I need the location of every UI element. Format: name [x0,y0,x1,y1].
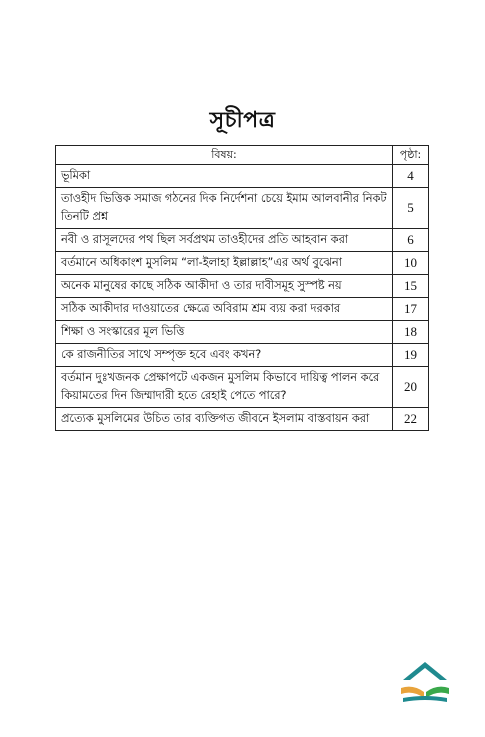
toc-entry-page: 20 [393,367,429,408]
toc-entry-title: বর্তমানে অধিকাংশ মুসলিম “লা-ইলাহা ইল্লাল্লাহ”এর অর্থ বুঝেনা [56,252,393,275]
table-row [56,367,429,408]
toc-entry-title: নবী ও রাসূলদের পথ ছিল সর্বপ্রথম তাওহীদের প্রতি আহবান করা [56,229,393,252]
toc-entry-title: অনেক মানুষের কাছে সঠিক আকীদা ও তার দাবীসমূহ সুস্পষ্ট নয় [56,275,393,298]
toc-entry-title: ভূমিকা [56,165,393,188]
toc-entry-page: 10 [393,252,429,275]
table-row [56,188,429,229]
table-row [56,408,429,431]
table-row [56,344,429,367]
page-title: সূচীপত্র [209,108,276,133]
logo-roof-icon [403,662,447,680]
subject-header: বিষয়: [56,146,393,165]
toc-entry-page: 6 [393,229,429,252]
table-row [56,321,429,344]
table-row [56,165,429,188]
toc-entry-page: 5 [393,188,429,229]
table-row [56,229,429,252]
table-of-contents [55,145,429,431]
toc-entry-page: 15 [393,275,429,298]
toc-entry-page: 19 [393,344,429,367]
toc-entry-page: 18 [393,321,429,344]
page-header: পৃষ্ঠা: [393,146,429,165]
publisher-logo-icon [395,658,455,708]
toc-entry-page: 17 [393,298,429,321]
table-row [56,252,429,275]
toc-entry-title: তাওহীদ ভিত্তিক সমাজ গঠনের দিক নির্দেশনা চেয়ে ইমাম আলবানীর নিকট তিনটি প্রশ্ন [56,188,393,229]
table-header-row [56,146,429,165]
toc-entry-title: শিক্ষা ও সংস্কারের মূল ভিত্তি [56,321,393,344]
toc-entry-title: প্রত্যেক মুসলিমের উচিত তার ব্যক্তিগত জীবনে ইসলাম বাস্তবায়ন করা [56,408,393,431]
toc-entry-page: 4 [393,165,429,188]
toc-entry-title: সঠিক আকীদার দাওয়াতের ক্ষেত্রে অবিরাম শ্রম ব্যয় করা দরকার [56,298,393,321]
toc-entry-page: 22 [393,408,429,431]
toc-entry-title: কে রাজনীতির সাথে সম্পৃক্ত হবে এবং কখন? [56,344,393,367]
table-row [56,298,429,321]
table-row [56,275,429,298]
logo-base-icon [403,696,447,702]
toc-entry-title: বর্তমান দুঃখজনক প্রেক্ষাপটে একজন মুসলিম কিভাবে দায়িত্ব পালন করে কিয়ামতের দিন জিম্মাদারী হতে রেহাই পেতে পারে? [56,367,393,408]
